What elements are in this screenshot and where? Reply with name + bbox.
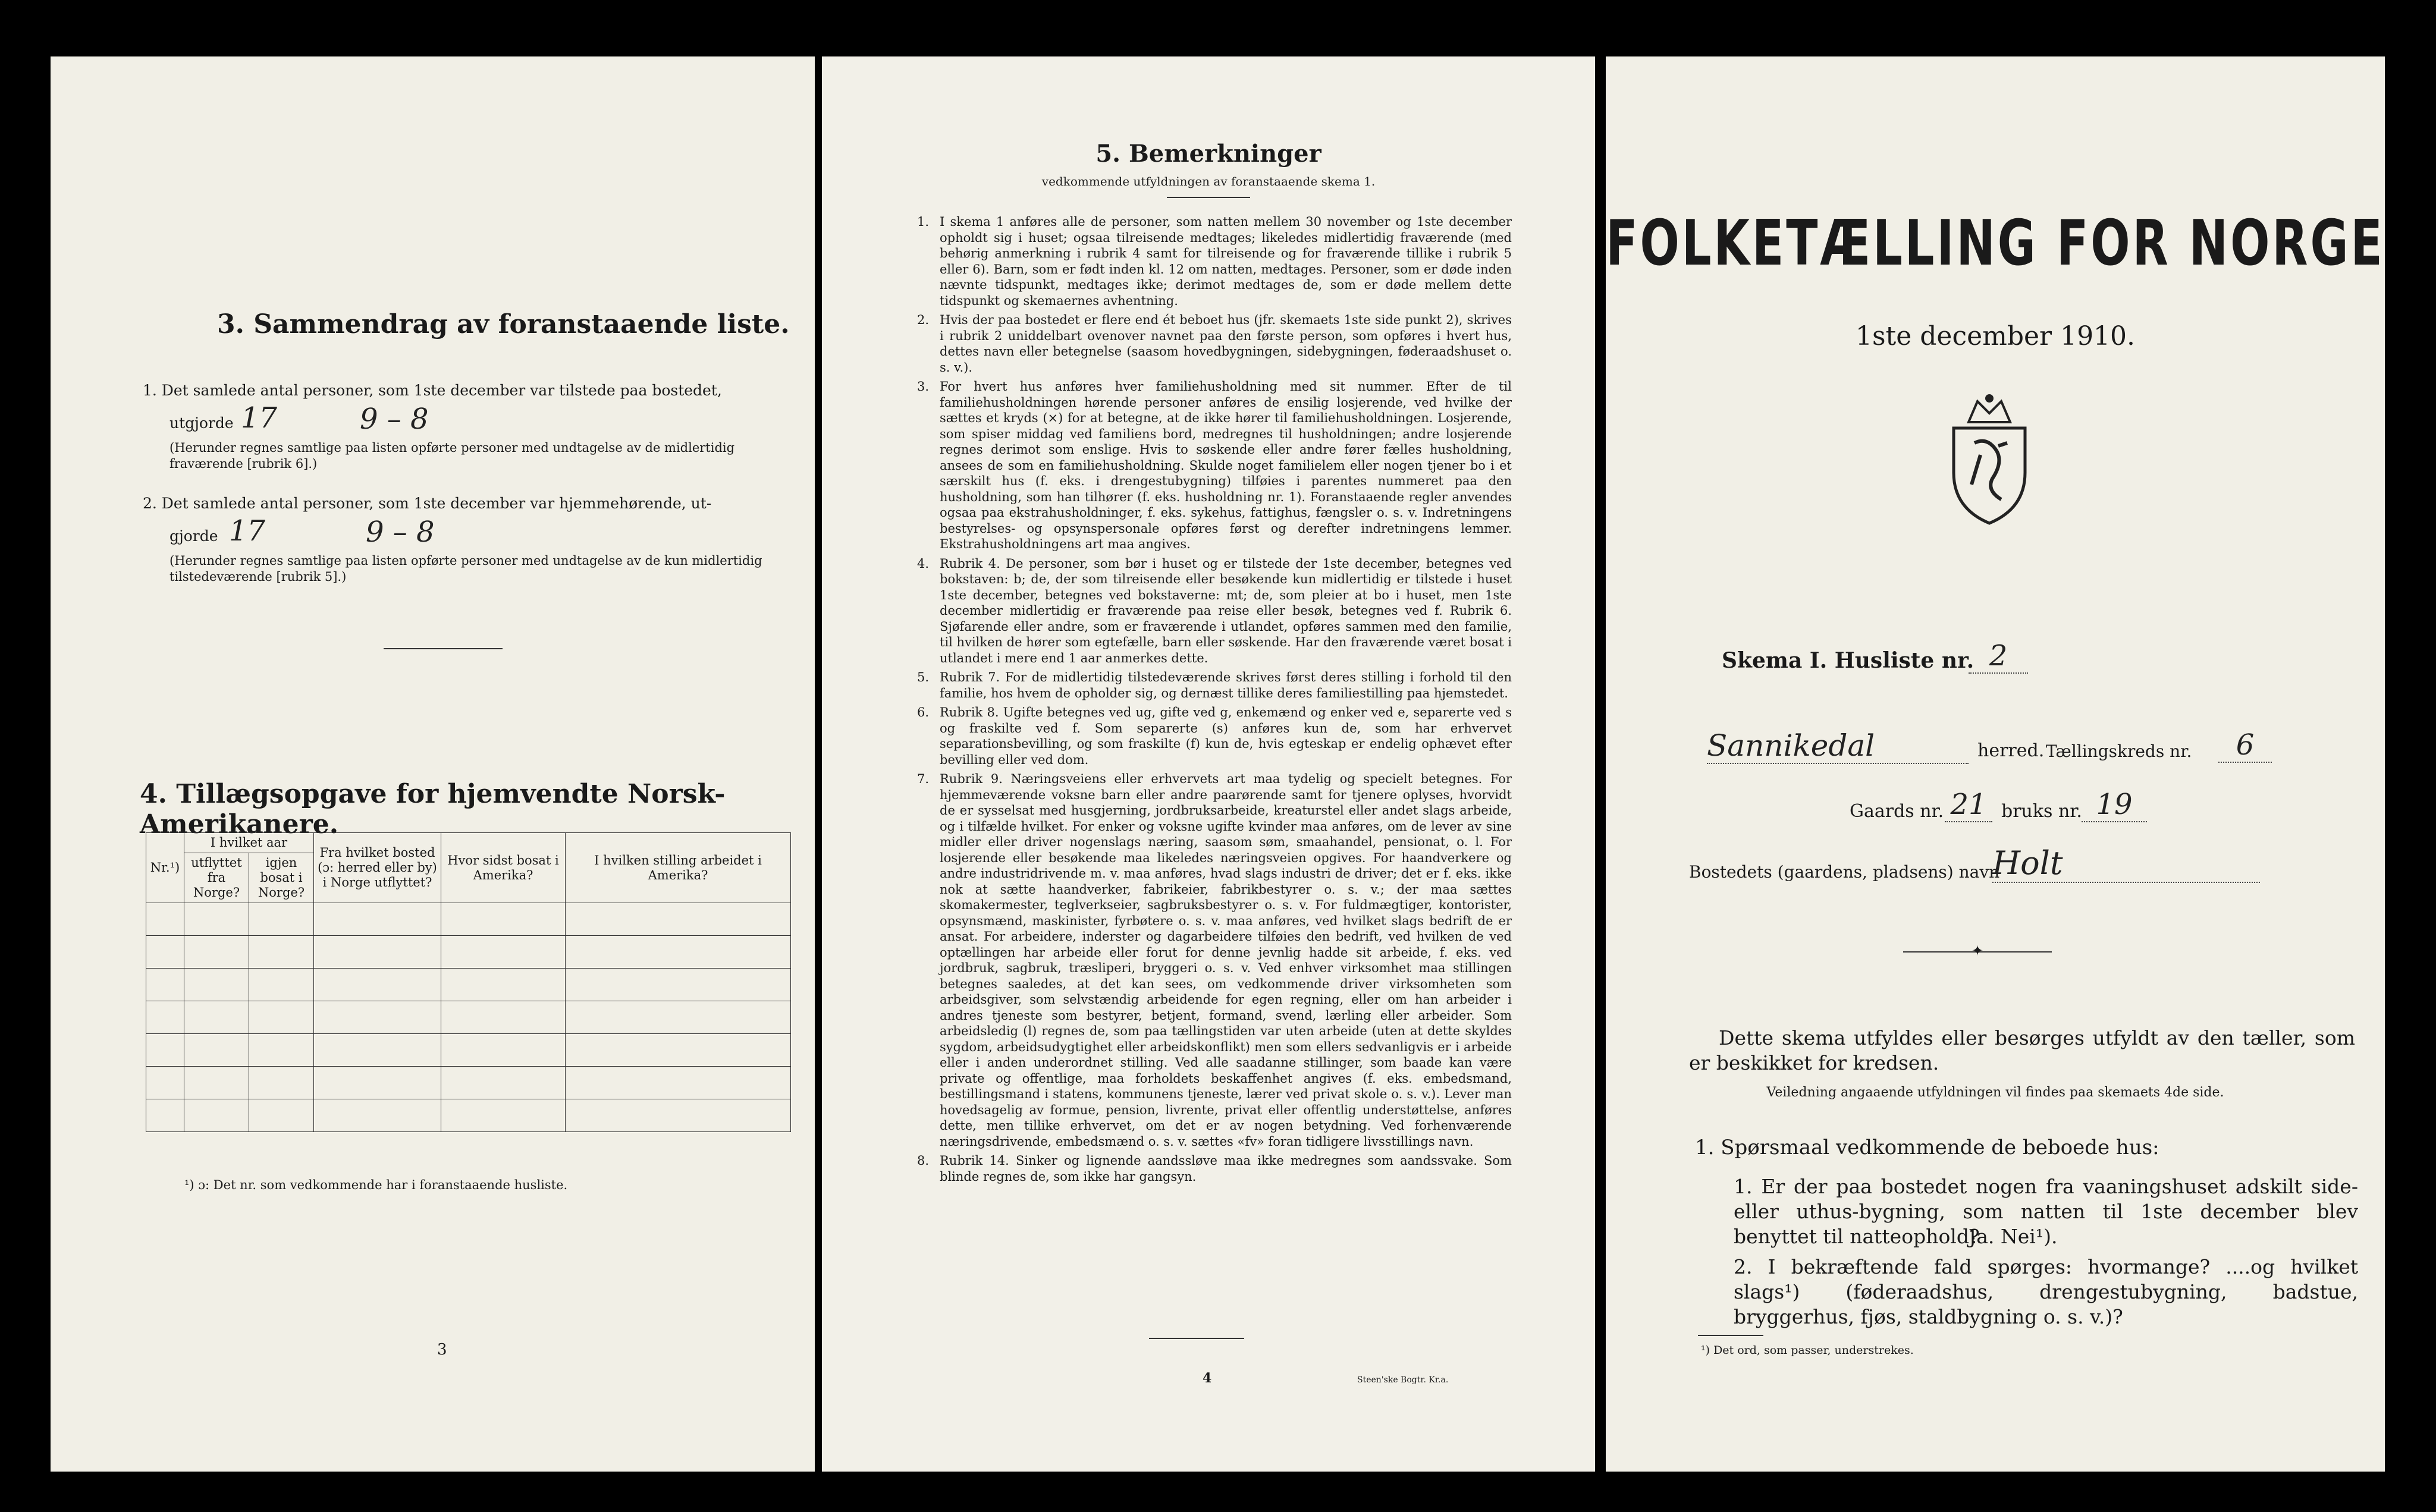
table-row [146, 903, 791, 936]
remark-number: 4. [917, 556, 930, 571]
kreds-label: Tællingskreds nr. [2046, 741, 2192, 761]
bottom-rule [1149, 1338, 1244, 1339]
bosted-name: Holt [1992, 844, 2260, 883]
remark-number: 2. [917, 313, 930, 327]
form-date: 1ste december 1910. [1855, 321, 2136, 351]
item1-utgjorde: utgjorde [169, 414, 234, 432]
th-nr: Nr.¹) [146, 833, 184, 903]
printer-mark: Steen'ske Bogtr. Kr.a. [1357, 1375, 1449, 1385]
bruks-nr: 19 [2082, 788, 2147, 822]
item1-note: (Herunder regnes samtlige paa listen opførte personer med undtagelse av de midlertidig fraværende [rubrik 6].) [169, 441, 735, 471]
gaards-nr: 21 [1945, 788, 1992, 822]
table-row [146, 1001, 791, 1034]
page-middle [822, 56, 1595, 1472]
remark-item [917, 556, 1512, 667]
th-stilling: I hvilken stilling arbeidet i Amerika? [566, 833, 791, 903]
herred-label: herred. [1977, 740, 2045, 761]
question-1: 1. Er der paa bostedet nogen fra vaaningshuset adskilt side- eller uthus-bygning, som natten til 1ste december blev benyttet til natteophold? [1734, 1175, 2358, 1248]
remark-number: 3. [917, 379, 930, 394]
intro-text: Dette skema utfyldes eller besørges utfyldt av den tæller, som er beskikket for kredsen. [1689, 1026, 2355, 1074]
remark-number: 5. [917, 670, 930, 684]
page-right [1606, 56, 2385, 1472]
skema-label: Skema I. Husliste nr. [1722, 648, 1974, 673]
title-rule [1167, 197, 1250, 198]
remark-text: Hvis der paa bostedet er flere end ét beboet hus (jfr. skemaets 1ste side punkt 2), skrives i rubrik 2 uniddelbart ovenover navnet paa den første person, som opføres i hvert hus, dettes navn eller betegnelse (saasom hovedbygningen, sidebygningen, føderaadshuset o. s. v.). [940, 313, 1512, 375]
table-row [146, 1034, 791, 1067]
remark-text: For hvert hus anføres hver familiehusholdning med sit nummer. Efter de til familiehusholdningen hørende personer anføres de ensilig losjerende, ved hvilke der sættes et kryds (×) for at betegne, at de ikke hører til familiehusholdningen. Losjerende, som spiser middag ved familiens bord, medregnes til husholdningen; andre losjerende regnes derimot som enslige. Hvis to søskende eller andre fører fælles husholdning, ansees de som en familiehusholdning. Skulde noget familielem eller nogen tjener bo i et særskilt hus (f. eks. i drengestubygning) tilføies i parentes nummeret paa den husholdning, som han tilhører (f. eks. husholdning nr. 1). Foranstaaende regler anvendes ogsaa paa ekstrahusholdninger, f. eks. sykehus, fattighus, fængsler o. s. v. Indretningens bestyrelses- og opsynspersonale opføres først og derefter indretningens lemmer. Ekstrahusholdningens art maa angives. [940, 379, 1512, 551]
item2-hand-count: 17 [229, 514, 266, 548]
table-footnote: ¹) ɔ: Det nr. som vedkommende har i foranstaaende husliste. [184, 1178, 568, 1192]
footnote: ¹) Det ord, som passer, understrekes. [1701, 1344, 1914, 1357]
item1-hand-split: 9 – 8 [360, 403, 429, 436]
remark-text: I skema 1 anføres alle de personer, som natten mellem 30 november og 1ste december opholdt sig i huset; ogsaa tilreisende medtages; likeledes midlertidig fraværende (med behørig anmerkning i rubrik 4 samt for tilreisende og for fraværende tillike i rubrik 5 eller 6). Barn, som er født inden kl. 12 om natten, medtages. Personer, som er døde inden nævnte tidspunkt, medtages ikke; derimot medtages de, som er døde mellem dette tidspunkt og skemaernes avhentning. [940, 215, 1512, 308]
remark-text: Rubrik 8. Ugifte betegnes ved ug, gifte ved g, enkemænd og enker ved e, separerte ved s og fraskilte ved f. Som separerte (s) anføres kun de, som har erhvervet separationsbevilling, og som fraskilte (f) kun de, hvis egteskap er endelig ophævet efter bevilling eller ved dom. [940, 705, 1512, 767]
table-row [146, 1099, 791, 1132]
gaards-label: Gaards nr. [1850, 801, 1944, 822]
remark-item [917, 705, 1512, 768]
item2-hand-split: 9 – 8 [366, 515, 435, 549]
intro-small: Veiledning angaaende utfyldningen vil findes paa skemaets 4de side. [1766, 1085, 2224, 1100]
item2-utgjorde: gjorde [169, 527, 218, 545]
item2-note: (Herunder regnes samtlige paa listen opførte personer med undtagelse av de kun midlertidig tilstedeværende [rubrik 5].) [169, 554, 762, 584]
page-left [51, 56, 815, 1472]
divider [384, 648, 503, 649]
ornament-icon: ✦ [1972, 942, 1984, 959]
th-group: I hvilket aar [184, 833, 314, 853]
remark-item [917, 669, 1512, 701]
herred-name: Sannikedal [1707, 728, 1969, 764]
coat-of-arms-icon [1945, 389, 2034, 526]
remark-item [917, 312, 1512, 375]
remark-text: Rubrik 4. De personer, som bør i huset og er tilstede der 1ste december, betegnes ved bokstaven: b; de, der som tilreisende eller besøkende kun midlertidig er tilstede i huset 1ste december, betegnes ved bokstaverne: mt; de, som pleier at bo i huset, men 1ste december midlertidig er fraværende paa reise eller besøk, betegnes ved f. Rubrik 6. Sjøfarende eller andre, som er fraværende i utlandet, opføres sammen med den familie, til hvilken de hører som egtefælle, barn eller søskende. Har den fraværende været bosat i utlandet i mere end 1 aar anmerkes dette. [940, 556, 1512, 665]
page-number-3: 3 [437, 1341, 447, 1359]
bruks-label: bruks nr. [2001, 801, 2082, 822]
remark-number: 6. [917, 705, 930, 719]
remark-item [917, 214, 1512, 309]
remark-number: 1. [917, 215, 930, 229]
th-hvor-bosat: Hvor sidst bosat i Amerika? [441, 833, 566, 903]
table-row [146, 1067, 791, 1099]
item1-hand-count: 17 [241, 401, 278, 435]
question-1-answer: Ja. Nei¹). [1969, 1225, 2058, 1248]
remark-item [917, 771, 1512, 1149]
remark-number: 7. [917, 772, 930, 786]
form-title: FOLKETÆLLING FOR NORGE [1606, 208, 2385, 280]
remark-item [917, 379, 1512, 552]
footnote-rule [1698, 1335, 1763, 1336]
item2-text: 2. Det samlede antal personer, som 1ste december var hjemmehørende, ut- [143, 495, 712, 512]
question-2: 2. I bekræftende fald spørges: hvormange? ....og hvilket slags¹) (føderaadshus, drengestubygning, badstue, bryggerhus, fjøs, staldbygning o. s. v.)? [1734, 1255, 2358, 1328]
remark-number: 8. [917, 1153, 930, 1168]
husliste-nr: 2 [1969, 639, 2028, 674]
page-number-4: 4 [1203, 1370, 1212, 1386]
table-row [146, 969, 791, 1001]
norsk-amerikanere-table [146, 832, 791, 1132]
table-row [146, 936, 791, 969]
remark-item [917, 1153, 1512, 1184]
item1-text: 1. Det samlede antal personer, som 1ste december var tilstede paa bostedet, [143, 382, 722, 399]
kreds-nr: 6 [2218, 728, 2272, 763]
section4-title: 4. Tillægsopgave for hjemvendte Norsk-Amerikanere. [140, 779, 726, 840]
remark-text: Rubrik 7. For de midlertidig tilstedeværende skrives først deres stilling i forhold til den familie, hos hvem de opholder sig, og dernæst tillike deres familiestilling paa hjemstedet. [940, 670, 1512, 700]
remarks-subtitle: vedkommende utfyldningen av foranstaaende skema 1. [1041, 174, 1376, 188]
th-igjen: igjen bosat i Norge? [249, 853, 314, 903]
remark-text: Rubrik 9. Næringsveiens eller erhvervets art maa tydelig og specielt betegnes. For hjemmeværende voksne barn eller andre paarørende samt for tjenere oplyses, hvorvidt de er sysselsat med husgjerning, jordbruksarbeide, kreaturstel eller andet slags arbeide, og i tilfælde hvilket. For enker og voksne ugifte kvinder maa anføres, om de lever av sine midler eller driver nogenslags næring, saasom søm, smaahandel, pensionat, o. l. For losjerende eller besøkende maa likeledes næringsveien opgives. For haandverkere og andre industridrivende m. v. maa anføres, hvad slags industri de driver; det er f. eks. ikke nok at sætte haandverker, fabrikeier, fabrikbestyrer o. s. v.; der maa sættes skomakermester, teglverkseier, sagbruksbestyrer o. s. v. For fuldmægtiger, kontorister, opsynsmænd, maskinister, fyrbøtere o. s. v. maa anføres, ved hvilket slags bedrift de er ansat. For arbeidere, inderster og dagarbeidere tilføies den bedrift, ved hvilken de ved optællingen har arbeide eller forut for denne jevnlig hadde sit arbeide, f. eks. ved jordbruk, sagbruk, træsliperi, bryggeri o. s. v. Ved enhver virksomhet maa stillingen betegnes saaledes, at det kan sees, om vedkommende driver virksomheten som arbeidsgiver, som selvstændig arbeidende for egen regning, eller om han arbeider i andres tjeneste som bestyrer, betjent, formand, svend, lærling eller arbeider. Som arbeidsledig (l) regnes de, som paa tællingstiden var uten arbeide (uten at dette skyldes sygdom, arbeidsudygtighet eller arbeidskonflikt) men som ellers sedvanligvis er i arbeide eller i anden underordnet stilling. Ved alle saadanne stillinger, som baade kan være private og offentlige, maa forholdets beskaffenhet angives (f. eks. embedsmand, bestillingsmand i statens, kommunens tjeneste, lærer ved privat skole o. s. v.). Lever man hovedsagelig av formue, pension, livrente, privat eller offentlig understøttelse, anføres dette, men tillike erhvervet, om det er av nogen betydning. Ved forhenværende næringsdrivende, embedsmænd o. s. v. sættes «fv» foran tidligere livsstillings navn. [940, 772, 1512, 1149]
section3-title: 3. Sammendrag av foranstaaende liste. [217, 309, 790, 340]
remark-text: Rubrik 14. Sinker og lignende aandssløve maa ikke medregnes som aandssvake. Som blinde regnes de, som ikke har gangsyn. [940, 1153, 1512, 1184]
questions-heading: 1. Spørsmaal vedkommende de beboede hus: [1695, 1136, 2159, 1159]
bosted-label: Bostedets (gaardens, pladsens) navn [1689, 862, 2000, 882]
remarks-list [917, 214, 1512, 1188]
th-fra-bosted: Fra hvilket bosted (ɔ: herred eller by) i Norge utflyttet? [314, 833, 441, 903]
th-utflyttet: utflyttet fra Norge? [184, 853, 249, 903]
remarks-title: 5. Bemerkninger [1095, 140, 1321, 168]
